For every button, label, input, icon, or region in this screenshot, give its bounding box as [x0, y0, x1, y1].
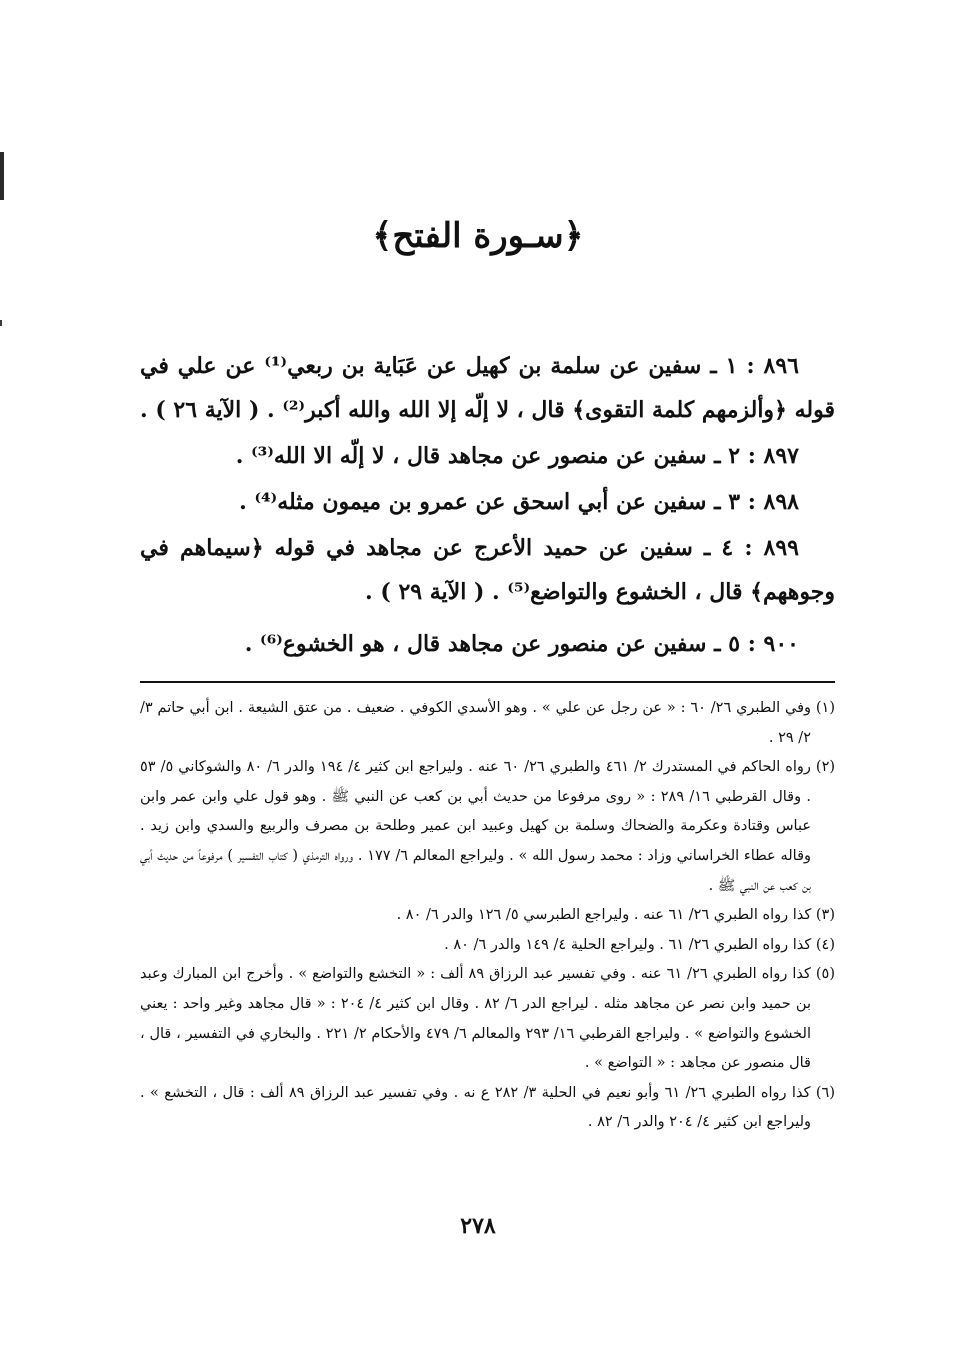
footnote-3: (٣) كذا رواه الطبري ٢٦/ ٦١ عنه . وليراجع الطبرسي ٥/ ١٢٦ والدر ٦/ ٨٠ . [396, 907, 835, 924]
narration-900: ٩٠٠ : ٥ ـ سفين عن منصور عن مجاهد قال ، هو الخشوع⁽⁶⁾ . [244, 631, 799, 657]
scan-edge-tick [0, 320, 2, 326]
narration-897: ٨٩٧ : ٢ ـ سفين عن منصور عن مجاهد قال ، لا إلّه الا الله⁽³⁾ . [235, 443, 799, 469]
footnote-6: (٦) كذا رواه الطبري ٢٦/ ٦١ وأبو نعيم في الحلية ٣/ ٢٨٢ ع نه . وفي تفسير عبد الرزاق ٨٩ ألف : قال ، التخشع » . وليراجع ابن كثير ٤/ ٢٠٤ والدر ٦/ ٨٢ . [140, 1084, 835, 1131]
footnote-2: (٢) رواه الحاكم في المستدرك ٢/ ٤٦١ والطبري ٢٦/ ٦٠ عنه . وليراجع ابن كثير ٤/ ١٩٤ والدر ٦/ ٨٠ والشوكاني ٥/ ٥٣ . وقال القرطبي ١٦/ ٢٨٩ : « روى مرفوعا من حديث أبي بن كعب عن النبي ﷺ . وهو قول علي وابن عمر وابن عباس وقتادة وعكرمة والضحاك وسلمة بن كهيل وعبيد ابن عمير وطلحة بن مصرف والربيع والسدي وابن زيد . وقاله عطاء الخراساني وزاد : محمد رسول الله » . وليراجع المعالم ٦/ ١٧٧ . ورواه الترمذي ( كتاب التفسير ) مرفوعاً من حديث أبي بن كعب عن النبي ﷺ . [140, 759, 836, 894]
footnote-5: (٥) كذا رواه الطبري ٢٦/ ٦١ عنه . وفي تفسير عبد الرزاق ٨٩ ألف : « التخشع والتواضع » . وأخرج ابن المبارك وعبد بن حميد وابن نصر عن مجاهد مثله . ليراجع الدر ٦/ ٨٢ . وقال ابن كثير ٤/ ٢٠٤ : « قال مجاهد وغير واحد : يعني الخشوع والتواضع » . وليراجع القرطبي ١٦/ ٢٩٣ والمعالم ٦/ ٤٧٩ والأحكام ٢/ ٢٢١ . والبخاري في التفسير ، قال ، قال منصور عن مجاهد : « التواضع » . [140, 966, 835, 1072]
footnotes-block [140, 694, 835, 1138]
footnote-divider [140, 681, 835, 683]
footnote-1: (١) وفي الطبري ٢٦/ ٦٠ : « عن رجل عن علي » . وهو الأسدي الكوفي . ضعيف . من عتق الشيعة . ابن أبي حاتم ٣/ ٢/ ٢٩ . [140, 700, 835, 746]
page-number: ٢٧٨ [460, 1213, 496, 1239]
surah-heading: ﴿سـورة الفتح﴾ [372, 216, 584, 256]
narrations-block [140, 344, 835, 668]
footnote-4: (٤) كذا رواه الطبري ٢٦/ ٦١ . وليراجع الحلية ٤/ ١٤٩ والدر ٦/ ٨٠ . [444, 936, 835, 953]
narration-898: ٨٩٨ : ٣ ـ سفين عن أبي اسحق عن عمرو بن ميمون مثله⁽⁴⁾ . [239, 489, 799, 515]
narration-899: ٨٩٩ : ٤ ـ سفين عن حميد الأعرج عن مجاهد في قوله ﴿سيماهم في وجوههم﴾ قال ، الخشوع والتواضع⁽⁵⁾ . ( الآية ٢٩ ) . [140, 535, 835, 605]
narration-896: ٨٩٦ : ١ ـ سفين عن سلمة بن كهيل عن عَبَاية بن ربعي⁽¹⁾ عن علي في قوله ﴿وألزمهم كلمة التقوى﴾ قال ، لا إلّه إلا الله والله أكبر⁽²⁾ . ( الآية ٢٦ ) . [140, 353, 835, 423]
scan-edge-mark [0, 152, 4, 200]
